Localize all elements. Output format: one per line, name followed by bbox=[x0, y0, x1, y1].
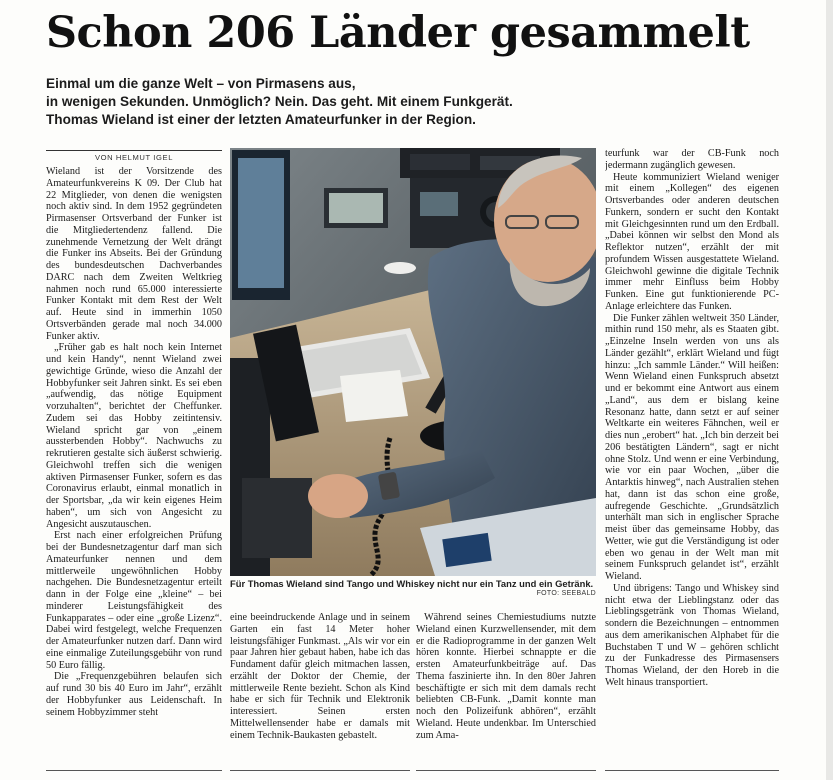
article-column-4 bbox=[605, 148, 779, 750]
paragraph: Heute kommuniziert Wieland weniger mit einem „Kollegen“ des eigenen Ortsverbandes oder anderen deutschen Funkern, sondern er sucht den Kontakt mit Gleichgesinnten rund um den Erdball. „Dabei können wir selbst den Mond als Reflektor nutzen“, erzählt der mit profundem Wissen ausgestattete Wieland. Gleichwohl gewinne die digitale Technik immer mehr Einfluss beim Hobby Funken. Eine gut funktionierende PC-Anlage erleichtere das Funken. bbox=[605, 171, 779, 312]
column-rule bbox=[230, 770, 410, 771]
paragraph: Während seines Chemiestudiums nutzte Wieland einen Kurzwellensender, mit dem er die Radioprogramme in der ganzen Welt hören konnte. Hierbei schnappte er die ersten Amateurfunkbeiträge auf. Das Thema faszinierte ihn. In den 80er Jahren beschäftigte er sich mit dem damals recht beliebten CB-Funk. „Damit konnte man noch den Polizeifunk abhören“, erzählt Wieland. Heute undenkbar. Im Unterschied zum Ama- bbox=[416, 612, 596, 741]
article-column-1 bbox=[46, 166, 222, 752]
paragraph: Und übrigens: Tango und Whiskey sind nicht etwa der Lieblingstanz oder das Lieblingsgetränk von Thomas Wieland, sondern die Bezeichnungen – entnommen aus dem amerikanischen Alphabet für die Buchstaben T und W – gehören schlicht zu der Funkadresse des Pirmasensers Thomas Wieland, der den Horeb in die Welt hinaus transportiert. bbox=[605, 582, 779, 688]
paragraph: „Früher gab es halt noch kein Internet und kein Handy“, nennt Wieland zwei gewichtige Gründe, wieso die Anzahl der Hobbyfunker seit Jahren sinkt. Es sei eben „aufwendig, das nötige Equipment vorzuhalten“, berichtet der Cheffunker. Zudem sei das Hobby zeitintensiv. Wieland spricht gar von „einem aussterbenden Hobby“. Nachwuchs zu rekrutieren gestalte sich äußerst schwierig. Gleichwohl treffen sich die wenigen aktiven Pirmasenser Funker, sofern es das Coronavirus erlaubt, einmal monatlich in der Sportsbar, „da wir kein eigenes Heim haben“, um sich von Angesicht zu Angesicht auszutauschen. bbox=[46, 342, 222, 530]
paragraph: Die Funker zählen weltweit 350 Länder, mithin rund 150 mehr, als es Staaten gibt. „Einzelne Inseln werden von uns als Länder gezählt“, erklärt Wieland und fügt hinzu: „Ich sammle Länder.“ Will heißen: Wenn Wieland einen Funkspruch absetzt und er bekommt eine Antwort aus einem „Land“, aus dem er bislang keine Resonanz hatte, dann setzt er auf seiner Weltkarte ein weiteres Fähnchen, weil er dies nun „erobert“ hat. „Ich bin derzeit bei 206 bestätigten Ländern“, sagt er nicht ohne Stolz. Und wenn er eine Verbindung, wie vor ein paar Wochen, „über die Antarktis hinweg“, nach Australien stehen hat, dann ist das schon eine große, aufregende Geschichte. „Grundsätzlich unterhält man sich in englischer Sprache meist über das gemeinsame Hobby, das Wetter, wie gut die Verständigung ist oder eben wo genau in der Welt man mit seinem Funkspruch gelandet ist“, erzählt Wieland. bbox=[605, 312, 779, 582]
deck-line: Thomas Wieland ist einer der letzten Amateurfunker in der Region. bbox=[46, 112, 476, 127]
deck-line: Einmal um die ganze Welt – von Pirmasens aus, bbox=[46, 76, 356, 91]
byline: VON HELMUT IGEL bbox=[46, 150, 222, 162]
article-photo bbox=[230, 148, 596, 576]
article-column-3 bbox=[416, 612, 596, 752]
headline: Schon 206 Länder gesammelt bbox=[46, 8, 750, 58]
paragraph: Die „Frequenzgebühren belaufen sich auf rund 30 bis 40 Euro im Jahr“, erzählt der Hobbyfunker aus Leidenschaft. In seinem Hobbyzimmer steht bbox=[46, 671, 222, 718]
paragraph: eine beeindruckende Anlage und in seinem Garten ein fast 14 Meter hoher leistungsfähiger Funkmast. „Als wir vor ein paar Jahren hier gebaut haben, habe ich das Fundament dafür gleich mitmachen lassen, erzählt der Doktor der Chemie, der mittlerweile Rente bezieht. Schon als Kind habe er sich für Technik und Elektronik interessiert. Seinen ersten Mittelwellensender habe er damals mit einem Technik-Baukasten gebastelt. bbox=[230, 612, 410, 741]
column-rule bbox=[416, 770, 596, 771]
paragraph: Wieland ist der Vorsitzende des Amateurfunkvereins K 09. Der Club hat 22 Mitglieder, von denen die wenigsten noch aktiv sind. In dem 1952 gegründeten Pirmasenser Ortsverband der Funker ist die Mitgliedertendenz fallend. Die zunehmende Vernetzung der Welt drängt die Funker ins Abseits. Bei der Gründung des bundesdeutschen Dachverbandes DARC nach dem Zweiten Weltkrieg nahmen noch rund 65.000 interessierte Funker Kontakt mit dem Rest der Welt auf. Heute sind in immerhin 1050 Ortsverbänden gerade mal noch 34.000 Funker aktiv. bbox=[46, 166, 222, 342]
photo-caption: Für Thomas Wieland sind Tango und Whiskey nicht nur ein Tanz und ein Getränk. bbox=[230, 578, 594, 589]
column-rule bbox=[46, 770, 222, 771]
article-column-2 bbox=[230, 612, 410, 752]
paragraph: Erst nach einer erfolgreichen Prüfung bei der Bundesnetzagentur darf man sich Amateurfunker nennen und dem mittlerweile ungewöhnlichen Hobby nachgehen. Die Bundesnetzagentur erteilt dann in der Folge eine „kleine“ – bei minderer Leistungsfähigkeit des Funkapparates – oder eine „große Lizenz“. Dabei wird festgelegt, welche Frequenzen der Amateurfunker nutzen darf. Dann wird eine einmalige Zuteilungsgebühr von rund 50 Euro fällig. bbox=[46, 530, 222, 671]
deck-line: in wenigen Sekunden. Unmöglich? Nein. Das geht. Mit einem Funkgerät. bbox=[46, 94, 513, 109]
page-edge bbox=[826, 0, 833, 780]
photo-credit: FOTO: SEEBALD bbox=[536, 590, 596, 597]
paragraph: teurfunk war der CB-Funk noch jedermann zugänglich gewesen. bbox=[605, 148, 779, 171]
column-rule bbox=[605, 770, 779, 771]
photo-radio-operator bbox=[230, 148, 596, 576]
deck bbox=[46, 75, 746, 129]
